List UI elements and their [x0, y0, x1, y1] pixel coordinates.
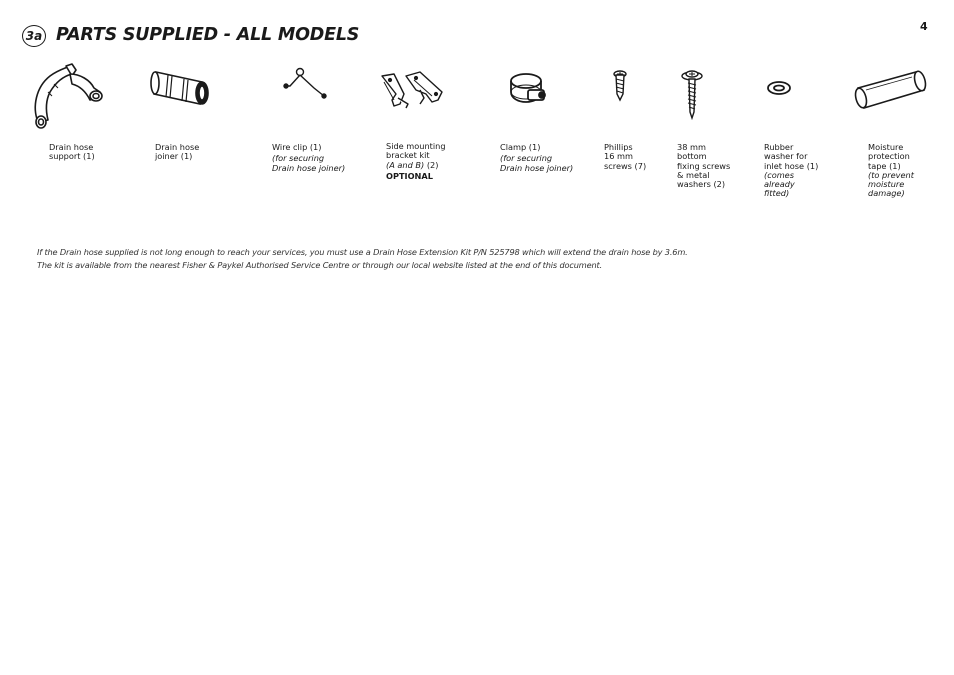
part-label: 16 mm	[604, 151, 633, 162]
part-label-inline	[386, 161, 446, 170]
rubber-washer-icon	[766, 80, 792, 96]
part-label: joiner (1)	[155, 151, 193, 162]
part-label: 38 mm	[677, 142, 706, 152]
fixing-screw-icon	[681, 68, 703, 120]
part-caption-fixing-screws	[677, 143, 730, 189]
part-label: inlet hose (1)	[764, 160, 819, 171]
part-label: Drain hose	[155, 142, 200, 152]
part-note: (to prevent	[868, 169, 914, 180]
part-note: (for securing	[500, 153, 553, 164]
part-label: & metal	[677, 169, 710, 180]
part-label: washers (2)	[677, 179, 726, 190]
section-title: PARTS SUPPLIED - ALL MODELS	[56, 25, 360, 45]
optional-tag: OPTIONAL	[386, 170, 433, 181]
part-caption-clamp	[500, 143, 573, 173]
part-caption-drain-hose-joiner	[155, 143, 199, 162]
part-label: washer for	[764, 151, 808, 162]
page-number: 4	[920, 20, 928, 33]
part-caption-wire-clip	[272, 143, 345, 173]
moisture-tape-icon	[852, 68, 928, 112]
part-label: Phillips	[604, 142, 633, 152]
part-note: (for securing	[272, 153, 325, 164]
part-label: support (1)	[49, 151, 95, 162]
phillips-screw-icon	[612, 70, 628, 102]
part-caption-moisture-tape	[868, 143, 914, 199]
part-label: protection	[868, 151, 910, 162]
part-caption-phillips-screws	[604, 143, 646, 171]
part-label: Drain hose	[49, 142, 94, 152]
part-label: Side mounting	[386, 141, 446, 151]
part-note: already	[764, 179, 795, 190]
part-note: damage)	[868, 188, 905, 199]
note-line: If the Drain hose supplied is not long enough to reach your services, you must use a Drain Hose Extension Kit P/N 525798 which will extend the drain hose by 3.6m.	[37, 247, 688, 257]
clamp-icon	[506, 70, 548, 106]
note-line: The kit is available from the nearest Fisher & Paykel Authorised Service Centre or through our local website listed at the end of this document.	[37, 260, 603, 270]
part-label: bracket kit	[386, 150, 430, 161]
side-mounting-bracket-icon	[380, 70, 444, 112]
part-label: tape (1)	[868, 160, 901, 171]
part-note: Drain hose joiner)	[500, 162, 574, 173]
part-note: fitted)	[764, 188, 790, 199]
part-caption-drain-hose-support	[49, 143, 95, 162]
part-note: moisture	[868, 179, 905, 190]
part-label: Moisture	[868, 142, 904, 152]
part-note: Drain hose joiner)	[272, 162, 346, 173]
part-label: Rubber	[764, 142, 794, 152]
part-quantity: (2)	[424, 159, 439, 170]
drain-hose-joiner-icon	[150, 66, 214, 106]
part-caption-rubber-washer	[764, 143, 818, 199]
extension-kit-note	[37, 246, 917, 272]
part-label: fixing screws	[677, 160, 731, 171]
part-note: (comes	[764, 169, 794, 180]
part-label: screws (7)	[604, 160, 647, 171]
part-note: (A and B)	[386, 159, 425, 170]
part-label: Clamp (1)	[500, 142, 541, 152]
part-label: Wire clip (1)	[272, 142, 322, 152]
wire-clip-icon	[282, 66, 330, 102]
drain-hose-support-icon	[28, 62, 106, 130]
part-label: bottom	[677, 151, 707, 162]
part-caption-side-mounting-bracket	[386, 142, 446, 181]
section-badge: 3a	[22, 25, 46, 47]
